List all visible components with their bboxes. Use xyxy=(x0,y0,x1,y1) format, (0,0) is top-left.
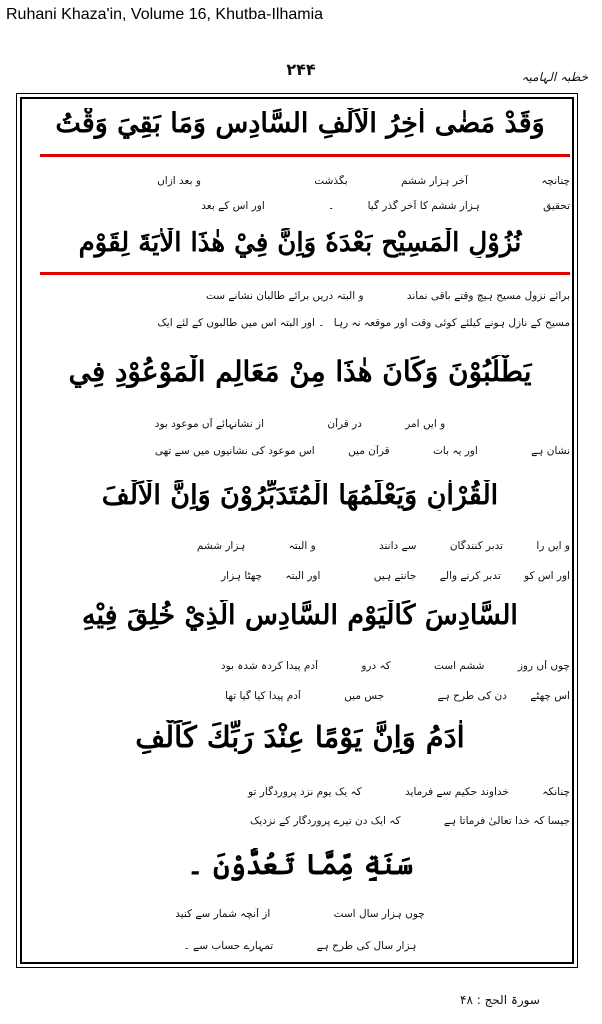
urdu-translation-line xyxy=(30,200,570,212)
translation-part: کہ ایک دن تیرے پروردگار کے نزدیک xyxy=(249,815,401,827)
arabic-verse-line: الْقُرْاٰنِ وَيَعْلَمُهَا الْمُتَدَبِّرُوْنَ وَاِنَّ الْاَلْفَ xyxy=(101,480,499,511)
urdu-translation-line xyxy=(30,690,570,702)
translation-part: تمہارے حساب سے ۔ xyxy=(183,940,274,952)
translation-part: ہزار ششم xyxy=(196,540,246,552)
arabic-verse-line: السَّادِسَ كَالْيَوْمِ السَّادِسِ الَّذِيْ خُلِقَ فِيْهِ xyxy=(82,600,518,631)
translation-part: برائے نزول مسیح ہیچ وقتے باقی نماند xyxy=(406,290,570,302)
persian-translation-line xyxy=(30,418,570,430)
translation-part: در قرآن xyxy=(327,418,362,430)
translation-part: نشان ہے xyxy=(531,445,570,457)
translation-part: مسیح کے نازل ہونے کیلئے کوئی وقت اور موقعہ نہ رہا xyxy=(333,317,570,329)
persian-translation-line xyxy=(30,290,570,302)
translation-part: خداوند حکیم سے فرماید xyxy=(405,786,509,798)
translation-part: تدبر کنندگان xyxy=(449,540,504,552)
urdu-translation-line xyxy=(30,445,570,457)
translation-part: چوں ہزار سال است xyxy=(333,908,425,920)
translation-part: چنانکہ xyxy=(542,786,570,798)
persian-translation-line xyxy=(30,786,570,798)
translation-part: و ایں امر xyxy=(405,418,446,430)
footnote-reference: سورۃ الحج : ۴۸ xyxy=(460,993,540,1007)
translation-part: چنانچہ xyxy=(541,175,570,187)
arabic-verse-line: نُزُوْلِ الْمَسِيْحِ بَعْدَهٗ وَاِنَّ فِيْ هٰذَا الْاٰيَةَ لِقَوْمٍ xyxy=(78,228,522,258)
translation-part: تحقیق xyxy=(543,200,570,212)
translation-part: کہ درو xyxy=(361,660,391,672)
persian-translation-line xyxy=(30,908,570,920)
translation-part: از نشانہائے آں موعود بود xyxy=(154,418,265,430)
urdu-translation-line xyxy=(30,317,570,329)
translation-part: تدبر کرنے والے xyxy=(439,570,501,582)
translation-part: آدم پیدا کیا گیا تھا xyxy=(225,690,301,702)
running-title: خطبہ الہامیہ xyxy=(521,70,588,84)
arabic-verse-line: سَنَةٍ مِّمَّا تَعُدُّوْنَ ۔ xyxy=(186,848,414,881)
translation-part: جیسا کہ خدا تعالیٰ فرماتا ہے xyxy=(443,815,570,827)
translation-part: چھٹا ہزار xyxy=(221,570,263,582)
translation-part: جس میں xyxy=(344,690,385,702)
translation-part: اُس چھٹے xyxy=(530,690,570,702)
persian-translation-line xyxy=(30,660,570,672)
persian-translation-line xyxy=(30,540,570,552)
translation-part: اور البتہ xyxy=(285,570,321,582)
page-number: ۲۴۴ xyxy=(286,60,316,79)
translation-part: اور یہ بات xyxy=(432,445,478,457)
translation-part: ہزار ششم کا آخر گذر گیا xyxy=(367,200,480,212)
red-underline xyxy=(40,154,570,157)
urdu-translation-line xyxy=(30,940,570,952)
translation-part: بگذشت xyxy=(314,175,348,187)
translation-part: چوں آں روز xyxy=(517,660,570,672)
urdu-translation-line xyxy=(30,570,570,582)
persian-translation-line xyxy=(30,175,570,187)
translation-part: ششم است xyxy=(433,660,485,672)
translation-part: اور اس کو xyxy=(524,570,570,582)
translation-part: کہ یک یوم نزد پروردگار تو xyxy=(248,786,362,798)
urdu-translation-line xyxy=(30,815,570,827)
translation-part: جانتے ہیں xyxy=(373,570,417,582)
translation-part: از آنچہ شمار سے کنید xyxy=(175,908,271,920)
arabic-verse-line: وَقَدْ مَضٰى اٰخِرُ الْاَلْفِ السَّادِسِ وَمَا بَقِيَ وَقْتُ xyxy=(55,108,545,139)
translation-part: اور اس کے بعد xyxy=(201,200,265,212)
translation-part: آخر ہزار ششم xyxy=(400,175,468,187)
red-underline xyxy=(40,272,570,275)
translation-part: ۔ xyxy=(328,200,335,212)
arabic-verse-line: اٰدَمُ وَاِنَّ يَوْمًا عِنْدَ رَبِّكَ كَاَلْفِ xyxy=(135,720,465,754)
translation-part: سے دانند xyxy=(379,540,417,552)
translation-part: ۔ اور البتہ اس میں طالبوں کے لئے ایک xyxy=(157,317,325,329)
translation-part: قرآن میں xyxy=(348,445,390,457)
translation-part: و ایں را xyxy=(536,540,570,552)
document-caption: Ruhani Khaza'in, Volume 16, Khutba-Ilhamia xyxy=(6,6,324,23)
translation-part: اس موعود کی نشانیوں میں سے تھی xyxy=(154,445,315,457)
translation-part: ہزار سال کی طرح ہے xyxy=(316,940,417,952)
translation-part: دن کی طرح ہے xyxy=(437,690,507,702)
arabic-verse-line: يَطْلُبُوْنَ وَكَانَ هٰذَا مِنْ مَعَالِمِ الْمَوْعُوْدِ فِي xyxy=(68,355,532,388)
translation-part: و البتہ دریں برائے طالبان نشانے ست xyxy=(205,290,364,302)
translation-part: و بعد ازاں xyxy=(157,175,201,187)
translation-part: و البتہ xyxy=(288,540,316,552)
translation-part: آدم پیدا کردہ شدہ بود xyxy=(220,660,318,672)
